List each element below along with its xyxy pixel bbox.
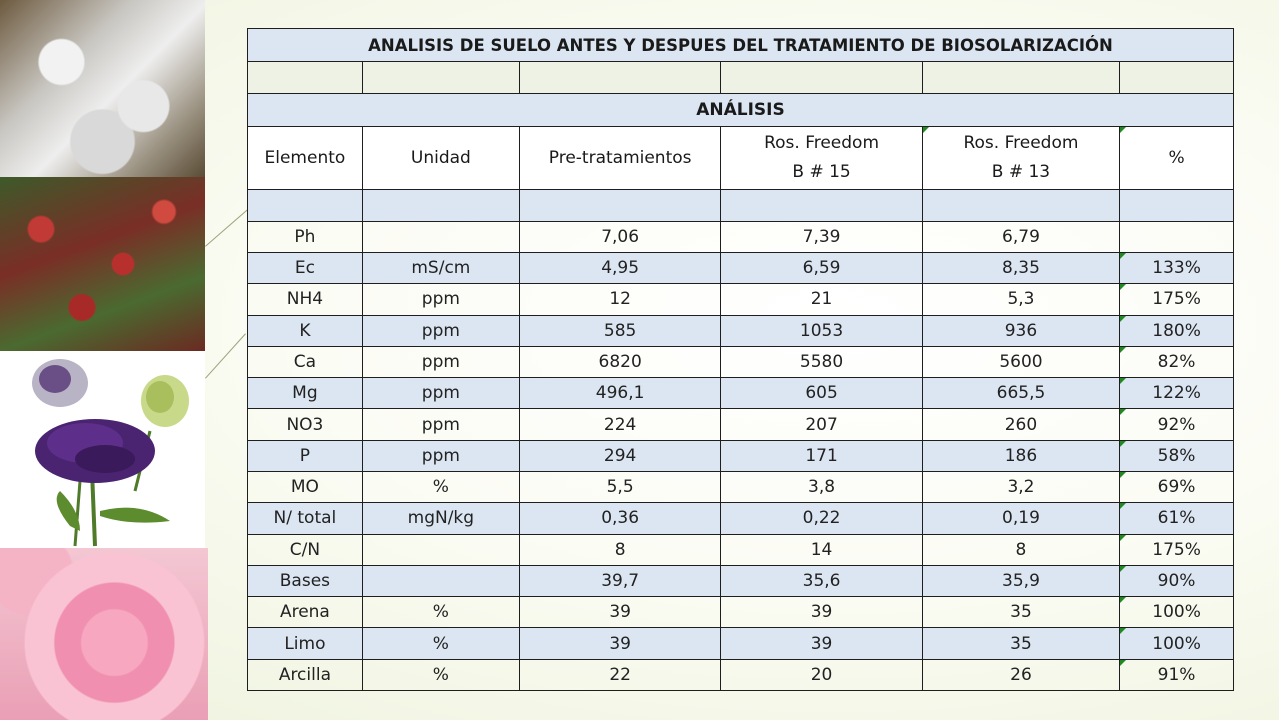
table-row [248,534,1234,565]
hypericum-photo [0,177,205,351]
cell-b15: 207 [721,409,922,440]
cell-pct: 180% [1120,315,1234,346]
cell-pre: 39 [519,597,720,628]
cell-pre: 7,06 [519,221,720,252]
header-pre-tratamientos: Pre-tratamientos [519,126,720,190]
cell-unidad: mS/cm [362,253,519,284]
cell-pct: 91% [1120,659,1234,690]
cell-pre: 39,7 [519,565,720,596]
table-row [248,597,1234,628]
cell-unidad [362,534,519,565]
cell-b13: 35 [922,597,1119,628]
header-percent: % [1120,126,1234,190]
cell-b13: 186 [922,440,1119,471]
cell-pct: 90% [1120,565,1234,596]
cell-unidad [362,565,519,596]
table-row [248,471,1234,502]
cell-b13: 35 [922,628,1119,659]
flower-photos-strip [0,0,207,720]
gypsophila-photo [0,0,205,177]
cell-b15: 171 [721,440,922,471]
cell-pre: 224 [519,409,720,440]
cell-elemento: Mg [248,378,363,409]
header-elemento: Elemento [248,126,363,190]
cell-b13: 8 [922,534,1119,565]
section-title: ANÁLISIS [248,93,1234,126]
cell-b15: 35,6 [721,565,922,596]
connector-line [205,333,246,378]
cell-pre: 585 [519,315,720,346]
table-row [248,503,1234,534]
table-row [248,378,1234,409]
cell-pre: 4,95 [519,253,720,284]
header-unidad: Unidad [362,126,519,190]
cell-elemento: Arcilla [248,659,363,690]
table-row [248,221,1234,252]
cell-b15: 0,22 [721,503,922,534]
cell-pct: 100% [1120,628,1234,659]
blank-row [248,62,1234,93]
cell-unidad: ppm [362,346,519,377]
cell-unidad: % [362,597,519,628]
cell-elemento: Ec [248,253,363,284]
cell-pct: 58% [1120,440,1234,471]
cell-b13: 260 [922,409,1119,440]
blank-row [248,190,1234,221]
cell-pre: 8 [519,534,720,565]
cell-elemento: K [248,315,363,346]
cell-elemento: NH4 [248,284,363,315]
table-row [248,315,1234,346]
cell-unidad: ppm [362,440,519,471]
cell-unidad: ppm [362,378,519,409]
cell-b15: 3,8 [721,471,922,502]
cell-unidad: ppm [362,315,519,346]
cell-b15: 1053 [721,315,922,346]
cell-b13: 5,3 [922,284,1119,315]
cell-pct: 175% [1120,534,1234,565]
cell-pct: 82% [1120,346,1234,377]
cell-elemento: Ca [248,346,363,377]
cell-b13: 6,79 [922,221,1119,252]
soil-analysis-table [247,28,1234,691]
cell-pct: 175% [1120,284,1234,315]
cell-pct: 133% [1120,253,1234,284]
table-row [248,284,1234,315]
cell-b15: 605 [721,378,922,409]
cell-unidad: ppm [362,284,519,315]
table-title: ANALISIS DE SUELO ANTES Y DESPUES DEL TRATAMIENTO DE BIOSOLARIZACIÓN [248,29,1234,62]
cell-b15: 6,59 [721,253,922,284]
cell-elemento: C/N [248,534,363,565]
cell-pre: 0,36 [519,503,720,534]
cell-b15: 20 [721,659,922,690]
lisianthus-photo [0,351,205,548]
cell-pre: 5,5 [519,471,720,502]
table-data-body [248,221,1234,690]
table-row [248,253,1234,284]
table-row [248,440,1234,471]
cell-b13: 3,2 [922,471,1119,502]
cell-b13: 0,19 [922,503,1119,534]
cell-b15: 39 [721,628,922,659]
cell-pct: 69% [1120,471,1234,502]
cell-b15: 5580 [721,346,922,377]
cell-elemento: Arena [248,597,363,628]
cell-pre: 22 [519,659,720,690]
cell-pre: 294 [519,440,720,471]
cell-elemento: MO [248,471,363,502]
cell-elemento: P [248,440,363,471]
cell-b13: 936 [922,315,1119,346]
cell-pre: 12 [519,284,720,315]
cell-pct: 61% [1120,503,1234,534]
cell-pct: 122% [1120,378,1234,409]
cell-pre: 6820 [519,346,720,377]
cell-elemento: Bases [248,565,363,596]
pink-rose-photo [0,548,208,720]
cell-elemento: Ph [248,221,363,252]
cell-b13: 8,35 [922,253,1119,284]
cell-b15: 39 [721,597,922,628]
cell-b13: 26 [922,659,1119,690]
table-row [248,565,1234,596]
cell-pct: 100% [1120,597,1234,628]
cell-elemento: Limo [248,628,363,659]
cell-unidad: % [362,628,519,659]
cell-b15: 7,39 [721,221,922,252]
cell-unidad: ppm [362,409,519,440]
table-title-row [248,29,1234,62]
column-header-row [248,126,1234,190]
cell-unidad [362,221,519,252]
cell-b13: 5600 [922,346,1119,377]
cell-unidad: mgN/kg [362,503,519,534]
table-row [248,409,1234,440]
cell-b15: 21 [721,284,922,315]
table-row [248,659,1234,690]
cell-pre: 496,1 [519,378,720,409]
cell-elemento: NO3 [248,409,363,440]
cell-b13: 665,5 [922,378,1119,409]
header-b15: Ros. Freedom B # 15 [721,126,922,190]
cell-pct: 92% [1120,409,1234,440]
cell-b15: 14 [721,534,922,565]
cell-unidad: % [362,659,519,690]
section-row [248,93,1234,126]
cell-b13: 35,9 [922,565,1119,596]
table-row [248,628,1234,659]
cell-unidad: % [362,471,519,502]
cell-elemento: N/ total [248,503,363,534]
lisianthus-illustration [0,351,205,548]
cell-pre: 39 [519,628,720,659]
table-row [248,346,1234,377]
header-b13: Ros. Freedom B # 13 [922,126,1119,190]
cell-pct [1120,221,1234,252]
